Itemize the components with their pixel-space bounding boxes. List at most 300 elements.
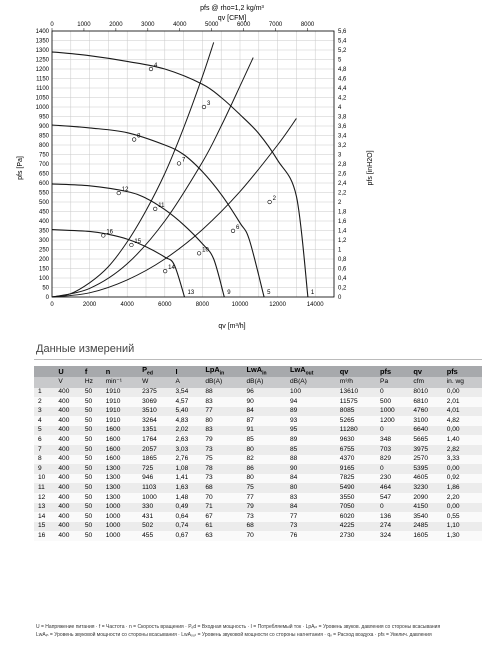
y-tick-label: 750	[38, 152, 49, 159]
table-row	[34, 445, 482, 455]
table-cell: 0,00	[444, 464, 482, 474]
table-cell: 9	[34, 464, 55, 474]
table-cell: 725	[139, 464, 172, 474]
y-axis-label: pfs [Pa]	[17, 156, 24, 180]
table-cell: 50	[82, 407, 103, 417]
table-cell: 1,41	[172, 474, 202, 484]
operating-point-label: 12	[121, 187, 129, 194]
table-cell: 0,00	[444, 388, 482, 398]
table-cell: 73	[244, 512, 288, 522]
header-subscript: in	[262, 370, 267, 377]
table-title: Данные измерений	[36, 343, 135, 355]
operating-point-marker	[102, 234, 106, 238]
operating-point-label: 4	[153, 63, 158, 69]
x-axis-label: qv [m³/h]	[218, 323, 246, 330]
table-cell: 73	[202, 445, 243, 455]
table-cell: 1605	[410, 531, 443, 541]
unit-cell: dB(A)	[202, 377, 243, 388]
table-cell: 2090	[410, 493, 443, 503]
table-cell: 76	[287, 531, 337, 541]
table-cell: 400	[55, 483, 81, 493]
unit-cell	[34, 377, 55, 388]
table-cell: 50	[82, 512, 103, 522]
table-cell: 431	[139, 512, 172, 522]
y-tick-label: 350	[38, 228, 49, 235]
header-cell: qv	[410, 366, 443, 377]
table-cell: 50	[82, 474, 103, 484]
fan-curve	[52, 52, 308, 297]
table-cell: 5265	[337, 416, 377, 426]
y2-tick-label: 4,8	[338, 67, 347, 73]
table-cell: 400	[55, 531, 81, 541]
table-row	[34, 522, 482, 532]
table-cell: 1865	[139, 455, 172, 465]
table-cell: 80	[244, 445, 288, 455]
table-cell: 5490	[337, 483, 377, 493]
table-cell: 15	[34, 522, 55, 532]
table-cell: 50	[82, 388, 103, 398]
table-row	[34, 503, 482, 513]
table-cell: 1,40	[444, 435, 482, 445]
table-cell: 85	[287, 445, 337, 455]
table-cell: 400	[55, 512, 81, 522]
header-cell: f	[82, 366, 103, 377]
table-cell: 50	[82, 503, 103, 513]
operating-point-label: 3	[206, 101, 211, 107]
operating-point-label: 14	[168, 265, 175, 272]
table-cell: 3550	[337, 493, 377, 503]
table-cell: 1600	[103, 435, 139, 445]
header-subscript: ed	[147, 370, 153, 377]
table-cell: 82	[244, 455, 288, 465]
y-tick-label: 250	[38, 247, 49, 254]
table-cell: 0,55	[444, 512, 482, 522]
table-cell: 7825	[337, 474, 377, 484]
table-row	[34, 474, 482, 484]
operating-point-marker	[177, 162, 181, 166]
table-cell: 71	[202, 503, 243, 513]
table-cell: 4,83	[172, 416, 202, 426]
table-cell: 2,76	[172, 455, 202, 465]
table-cell: 2,82	[444, 445, 482, 455]
table-cell: 4760	[410, 407, 443, 417]
table-cell: 2057	[139, 445, 172, 455]
y-tick-label: 0	[45, 295, 49, 301]
table-cell: 13610	[337, 388, 377, 398]
table-cell: 324	[377, 531, 410, 541]
operating-point-marker	[231, 229, 235, 233]
table-cell: 1000	[377, 407, 410, 417]
table-cell: 70	[244, 531, 288, 541]
operating-point-marker	[132, 138, 136, 142]
y-tick-label: 1300	[35, 48, 49, 54]
x2-tick-label: 1000	[77, 22, 91, 28]
operating-point-label: 16	[106, 229, 114, 236]
table-row	[34, 455, 482, 465]
table-row	[34, 416, 482, 426]
y2-tick-label: 2,4	[338, 181, 347, 187]
operating-point-label: 8	[137, 133, 141, 140]
operating-point-label: 15	[134, 238, 142, 245]
unit-cell: Hz	[82, 377, 103, 388]
table-cell: 91	[244, 426, 288, 436]
table-cell: 50	[82, 483, 103, 493]
table-cell: 946	[139, 474, 172, 484]
table-cell: 400	[55, 388, 81, 398]
table-cell: 1200	[377, 416, 410, 426]
y2-tick-label: 2,6	[338, 171, 347, 178]
table-cell: 0,49	[172, 503, 202, 513]
table-cell: 1000	[103, 522, 139, 532]
axis-ticks	[36, 22, 347, 308]
table-cell: 547	[377, 493, 410, 503]
table-cell: 79	[244, 503, 288, 513]
table-cell: 79	[202, 435, 243, 445]
table-cell: 4370	[337, 455, 377, 465]
table-cell: 0	[377, 464, 410, 474]
y-tick-label: 100	[38, 276, 49, 282]
grid	[52, 31, 334, 297]
table-cell: 3264	[139, 416, 172, 426]
y2-tick-label: 3	[338, 152, 342, 159]
y-tick-label: 400	[38, 219, 49, 225]
y2-tick-label: 3,2	[338, 143, 347, 149]
table-row	[34, 464, 482, 474]
system-curve	[52, 58, 253, 297]
table-cell: 1,10	[444, 522, 482, 532]
y-tick-label: 1200	[35, 67, 49, 73]
table-cell: 6020	[337, 512, 377, 522]
operating-point-label: 9	[227, 290, 231, 296]
table-cell: 400	[55, 416, 81, 426]
y-tick-label: 1100	[36, 86, 49, 92]
table-cell: 1300	[103, 493, 139, 503]
y-tick-label: 1350	[35, 38, 49, 45]
table-cell: 84	[244, 407, 288, 417]
table-row	[34, 512, 482, 522]
table-cell: 11	[34, 483, 55, 493]
table-cell: 77	[244, 493, 288, 503]
table-cell: 3100	[410, 416, 443, 426]
table-cell: 88	[202, 388, 243, 398]
footnotes	[36, 624, 496, 639]
table-cell: 11280	[337, 426, 377, 436]
y-tick-label: 1050	[35, 95, 49, 102]
y2-tick-label: 2,2	[338, 190, 347, 197]
table-cell: 1351	[139, 426, 172, 436]
y-tick-label: 700	[38, 162, 49, 168]
operating-point-marker	[163, 269, 167, 273]
table-cell: 400	[55, 503, 81, 513]
table-cell: 3	[34, 407, 55, 417]
table-cell: 4,82	[444, 416, 482, 426]
table-cell: 9630	[337, 435, 377, 445]
unit-cell: W	[139, 377, 172, 388]
operating-point-label: 1	[310, 290, 315, 296]
table-cell: 4	[34, 416, 55, 426]
table-cell: 5395	[410, 464, 443, 474]
table-cell: 330	[139, 503, 172, 513]
table-cell: 400	[55, 407, 81, 417]
y-tick-label: 1250	[35, 57, 49, 64]
table-row	[34, 397, 482, 407]
header-cell: qv	[337, 366, 377, 377]
operating-point-marker	[149, 67, 153, 71]
table-cell: 1910	[103, 407, 139, 417]
unit-cell: dB(A)	[244, 377, 288, 388]
table-cell: 75	[244, 483, 288, 493]
table-cell: 5,40	[172, 407, 202, 417]
table-cell: 50	[82, 455, 103, 465]
table-cell: 0	[377, 388, 410, 398]
table-cell: 50	[82, 397, 103, 407]
table-cell: 3,03	[172, 445, 202, 455]
y-tick-label: 1150	[36, 76, 49, 83]
table-cell: 6640	[410, 426, 443, 436]
table-cell: 400	[55, 522, 81, 532]
table-cell: 348	[377, 435, 410, 445]
table-cell: 14	[34, 512, 55, 522]
table-header-row	[34, 366, 482, 377]
header-cell: LpA$_{in}$	[202, 366, 243, 377]
x-tick-label: 12000	[269, 302, 286, 308]
table-cell: 502	[139, 522, 172, 532]
table-cell: 1300	[103, 464, 139, 474]
y2-tick-label: 3,6	[338, 124, 347, 130]
measurement-table	[34, 366, 482, 541]
table-cell: 80	[244, 474, 288, 484]
table-row	[34, 493, 482, 503]
table-cell: 87	[244, 416, 288, 426]
table-cell: 67	[202, 512, 243, 522]
y2-tick-label: 4	[338, 105, 342, 111]
table-cell: 13	[34, 503, 55, 513]
table-cell: 400	[55, 426, 81, 436]
operating-point-marker	[130, 243, 134, 247]
fan-curve	[52, 125, 264, 297]
table-cell: 80	[202, 416, 243, 426]
table-cell: 50	[82, 426, 103, 436]
table-cell: 1,30	[444, 531, 482, 541]
y-tick-label: 550	[38, 190, 49, 197]
header-cell: I	[172, 366, 202, 377]
table-cell: 1910	[103, 388, 139, 398]
x2-axis-label: qv [CFM]	[217, 15, 247, 22]
y-tick-label: 800	[38, 143, 49, 149]
table-cell: 703	[377, 445, 410, 455]
table-row	[34, 483, 482, 493]
header-cell: LwA$_{out}$	[287, 366, 337, 377]
table-cell: 16	[34, 531, 55, 541]
operating-point-label: 10	[202, 247, 209, 254]
table-cell: 1,08	[172, 464, 202, 474]
table-cell: 400	[55, 397, 81, 407]
table-cell: 12	[34, 493, 55, 503]
table-cell: 1,86	[444, 483, 482, 493]
table-cell: 3,54	[172, 388, 202, 398]
y2-tick-label: 1	[338, 247, 342, 254]
y-tick-label: 900	[38, 124, 49, 130]
table-cell: 70	[202, 493, 243, 503]
y-tick-label: 200	[38, 257, 49, 263]
table-cell: 78	[202, 464, 243, 474]
table-cell: 400	[55, 435, 81, 445]
x2-tick-label: 3000	[141, 22, 155, 28]
table-cell: 1910	[103, 397, 139, 407]
y2-tick-label: 5,2	[338, 48, 347, 54]
y2-tick-label: 1,6	[338, 219, 347, 225]
table-cell: 3069	[139, 397, 172, 407]
unit-cell: V	[55, 377, 81, 388]
table-units-row	[34, 377, 482, 388]
table-cell: 50	[82, 435, 103, 445]
unit-cell: dB(A)	[287, 377, 337, 388]
header-cell: LwA$_{in}$	[244, 366, 288, 377]
table-cell: 400	[55, 474, 81, 484]
unit-cell: cfm	[410, 377, 443, 388]
table-cell: 86	[244, 464, 288, 474]
operating-point-marker	[153, 207, 157, 211]
header-cell: pfs	[377, 366, 410, 377]
table-cell: 8010	[410, 388, 443, 398]
table-cell: 400	[55, 445, 81, 455]
table-cell: 83	[287, 493, 337, 503]
table-cell: 80	[287, 483, 337, 493]
y2-tick-label: 2,8	[338, 162, 347, 168]
table-cell: 1,48	[172, 493, 202, 503]
table-cell: 3,33	[444, 455, 482, 465]
table-cell: 0,74	[172, 522, 202, 532]
chart-title: pfs @ rho=1,2 kg/m³	[200, 5, 264, 12]
table-cell: 0,92	[444, 474, 482, 484]
y2-tick-label: 0,2	[338, 285, 347, 292]
table-cell: 8	[34, 455, 55, 465]
table-cell: 1600	[103, 455, 139, 465]
table-cell: 2570	[410, 455, 443, 465]
table-cell: 63	[202, 531, 243, 541]
footnote-line-1: U = Напряжение питания · f = Частота · n = Скорость вращения · Pₑd = Входная мощность · I = Потребляемый ток · LpAᵢₙ = Уровень звуков. давления со стороны всасывания	[36, 624, 441, 630]
table-title-divider	[34, 359, 482, 360]
x2-tick-label: 2000	[109, 22, 123, 28]
table-cell: 0,00	[444, 503, 482, 513]
x2-tick-label: 8000	[300, 22, 315, 28]
x2-tick-label: 7000	[268, 22, 283, 28]
table-cell: 95	[287, 426, 337, 436]
operating-point-marker	[268, 200, 272, 204]
table-cell: 5	[34, 426, 55, 436]
table-cell: 455	[139, 531, 172, 541]
x-tick-label: 4000	[120, 302, 134, 308]
y-tick-label: 850	[38, 133, 49, 140]
x-tick-label: 2000	[82, 302, 97, 308]
table-cell: 9165	[337, 464, 377, 474]
table-cell: 96	[244, 388, 288, 398]
operating-point-label: 6	[236, 224, 240, 231]
table-cell: 2375	[139, 388, 172, 398]
y2-tick-label: 3,4	[338, 133, 347, 140]
table-cell: 75	[202, 455, 243, 465]
table-row	[34, 426, 482, 436]
table-cell: 50	[82, 445, 103, 455]
table-cell: 1000	[139, 493, 172, 503]
table-cell: 77	[287, 512, 337, 522]
table-cell: 93	[287, 416, 337, 426]
y2-tick-label: 0,8	[338, 257, 347, 263]
y2-tick-label: 0,4	[338, 276, 347, 282]
y-tick-label: 50	[42, 285, 49, 292]
table-cell: 829	[377, 455, 410, 465]
y2-tick-label: 5	[338, 57, 342, 64]
header-cell: U	[55, 366, 81, 377]
y2-tick-label: 4,6	[338, 76, 347, 83]
table-cell: 274	[377, 522, 410, 532]
table-row	[34, 407, 482, 417]
table-cell: 400	[55, 493, 81, 503]
table-cell: 3540	[410, 512, 443, 522]
table-cell: 1600	[103, 426, 139, 436]
operating-point-label: 5	[267, 290, 271, 296]
table-cell: 77	[202, 407, 243, 417]
table-cell: 1300	[103, 483, 139, 493]
y-tick-label: 600	[38, 181, 49, 187]
x2-tick-label: 6000	[236, 22, 251, 28]
x-tick-label: 14000	[306, 302, 324, 308]
unit-cell: in. wg	[444, 377, 482, 388]
x2-tick-label: 0	[50, 22, 54, 28]
y2-tick-label: 0	[338, 295, 342, 301]
y-tick-label: 950	[38, 114, 49, 121]
table-cell: 90	[244, 397, 288, 407]
table-cell: 68	[244, 522, 288, 532]
table-cell: 6755	[337, 445, 377, 455]
y2-tick-label: 3,8	[338, 114, 347, 121]
table-cell: 464	[377, 483, 410, 493]
table-cell: 1000	[103, 512, 139, 522]
table-cell: 1,63	[172, 483, 202, 493]
table-cell: 85	[244, 435, 288, 445]
unit-cell: min⁻¹	[103, 377, 139, 388]
table-cell: 3975	[410, 445, 443, 455]
table-cell: 1764	[139, 435, 172, 445]
y2-tick-label: 4,2	[338, 95, 347, 102]
y-tick-label: 650	[38, 171, 49, 178]
table-cell: 230	[377, 474, 410, 484]
table-cell: 400	[55, 455, 81, 465]
header-subscript: in	[219, 370, 225, 377]
table-cell: 84	[287, 474, 337, 484]
y2-tick-label: 4,4	[338, 86, 347, 92]
table-cell: 83	[202, 397, 243, 407]
y-tick-label: 1000	[35, 105, 49, 111]
table-cell: 2,01	[444, 397, 482, 407]
table-cell: 1910	[103, 416, 139, 426]
table-cell: 100	[287, 388, 337, 398]
table-cell: 50	[82, 493, 103, 503]
table-cell: 50	[82, 464, 103, 474]
y2-tick-label: 1,2	[338, 238, 347, 244]
x-tick-label: 8000	[195, 302, 210, 308]
table-cell: 3230	[410, 483, 443, 493]
table-cell: 3510	[139, 407, 172, 417]
table-cell: 73	[202, 474, 243, 484]
table-cell: 1300	[103, 474, 139, 484]
y2-tick-label: 0,6	[338, 266, 347, 273]
table-cell: 4,57	[172, 397, 202, 407]
header-cell: n	[103, 366, 139, 377]
table-cell: 7	[34, 445, 55, 455]
operating-point-marker	[197, 252, 201, 256]
table-cell: 136	[377, 512, 410, 522]
